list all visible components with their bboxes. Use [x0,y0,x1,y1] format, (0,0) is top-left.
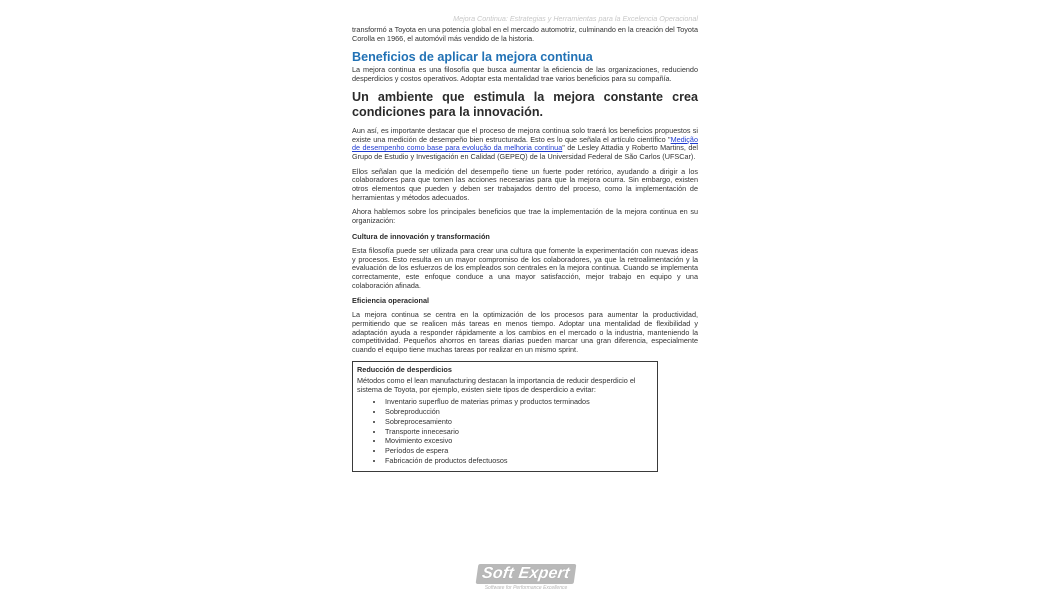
measurement-text-before: Aun así, es importante destacar que el proceso de mejora continua solo traerá los beneficios propuestos si existe una medición de desempeño bien estructurada. Esto es lo que señala el artículo científico " [352,125,698,144]
list-item: • Sobreprocesamiento [384,417,653,427]
logo-tagline: Software for Performance Excellence [484,585,568,591]
benefits-paragraph: La mejora continua es una filosofía que busca aumentar la eficiencia de las organizaciones, reduciendo desperdicios y costos operativos. Adoptar esta mentalidad trae varios beneficios para su compañía. [352,65,698,84]
document-page [352,14,698,472]
environment-heading: Un ambiente que estimula la mejora constante crea condiciones para la innovación. [352,89,698,119]
culture-heading: Cultura de innovación y transformación [352,231,490,241]
benefits-heading: Beneficios de aplicar la mejora continua [352,50,593,65]
measurement-paragraph [352,127,698,162]
waste-heading: Reducción de desperdicios [357,364,452,374]
list-item: • Transporte innecesario [384,427,653,437]
benefits-intro-paragraph: Ahora hablemos sobre los principales beneficios que trae la implementación de la mejora continua en su organización: [352,207,698,226]
efficiency-paragraph: La mejora continua se centra en la optimización de los procesos para aumentar la productividad, permitiendo que se realicen más tareas en menos tiempo. Adoptar una mentalidad de flexibilidad y adaptación ayuda a responder rápidamente a los cambios en el mercado o la industria, manteniendo la competitividad. Pequeños ahorros en tareas diarias pueden marcar una gran diferencia, especialmente cuando el equipo tiene muchas tareas por realizar en un mismo sprint. [352,310,698,355]
list-item: • Períodos de espera [384,446,653,456]
list-item: • Sobreproducción [384,407,653,417]
running-header: Mejora Continua: Estrategias y Herramientas para la Excelencia Operacional [453,14,698,23]
waste-list [357,397,653,466]
culture-paragraph: Esta filosofía puede ser utilizada para crear una cultura que fomente la experimentación con nuevas ideas y procesos. Esto resulta en un mayor compromiso de los colaboradores, ya que la retroalimentación y la evaluación de los esfuerzos de los empleados son centrales en la mejora continua. Cuando se implementa correctamente, este enfoque conduce a una mayor satisfacción, mejor trabajo en equipo y una colaboración afinada. [352,245,698,290]
logo-text: Soft Expert [476,564,576,584]
list-item: • Inventario superfluo de materias primas y productos terminados [384,397,653,407]
softexpert-logo [468,564,584,591]
waste-reduction-box [352,361,658,472]
intro-paragraph: transformó a Toyota en una potencia global en el mercado automotriz, culminando en la creación del Toyota Corolla en 1966, el automóvil más vendido de la historia. [352,25,698,43]
waste-paragraph: Métodos como el lean manufacturing destacan la importancia de reducir desperdicio el sistema de Toyota, por ejemplo, existen siete tipos de desperdicio a evitar: [357,375,636,394]
list-item: • Fabricación de productos defectuosos [384,456,653,466]
list-item: • Movimiento excesivo [384,436,653,446]
article-link[interactable]: Medição de desempenho como base para evolução da melhoria contínua [352,134,698,153]
rhetoric-paragraph: Ellos señalan que la medición del desempeño tiene un fuerte poder retórico, ayudando a dirigir a los colaboradores para que tomen las acciones necesarias para que la mejora ocurra. Sin embargo, existen otros elementos que pueden y deben ser trabajados dentro del proceso, como la implementación de herramientas y métodos adecuados. [352,166,698,202]
efficiency-heading: Eficiencia operacional [352,296,430,306]
measurement-text-after: " de Lesley Attadia y Roberto Martins, del Grupo de Estudio y Investigación en Calidad (GEPEQ) de la Universidad Federal de São Carlos (UFSCar). [352,143,699,161]
